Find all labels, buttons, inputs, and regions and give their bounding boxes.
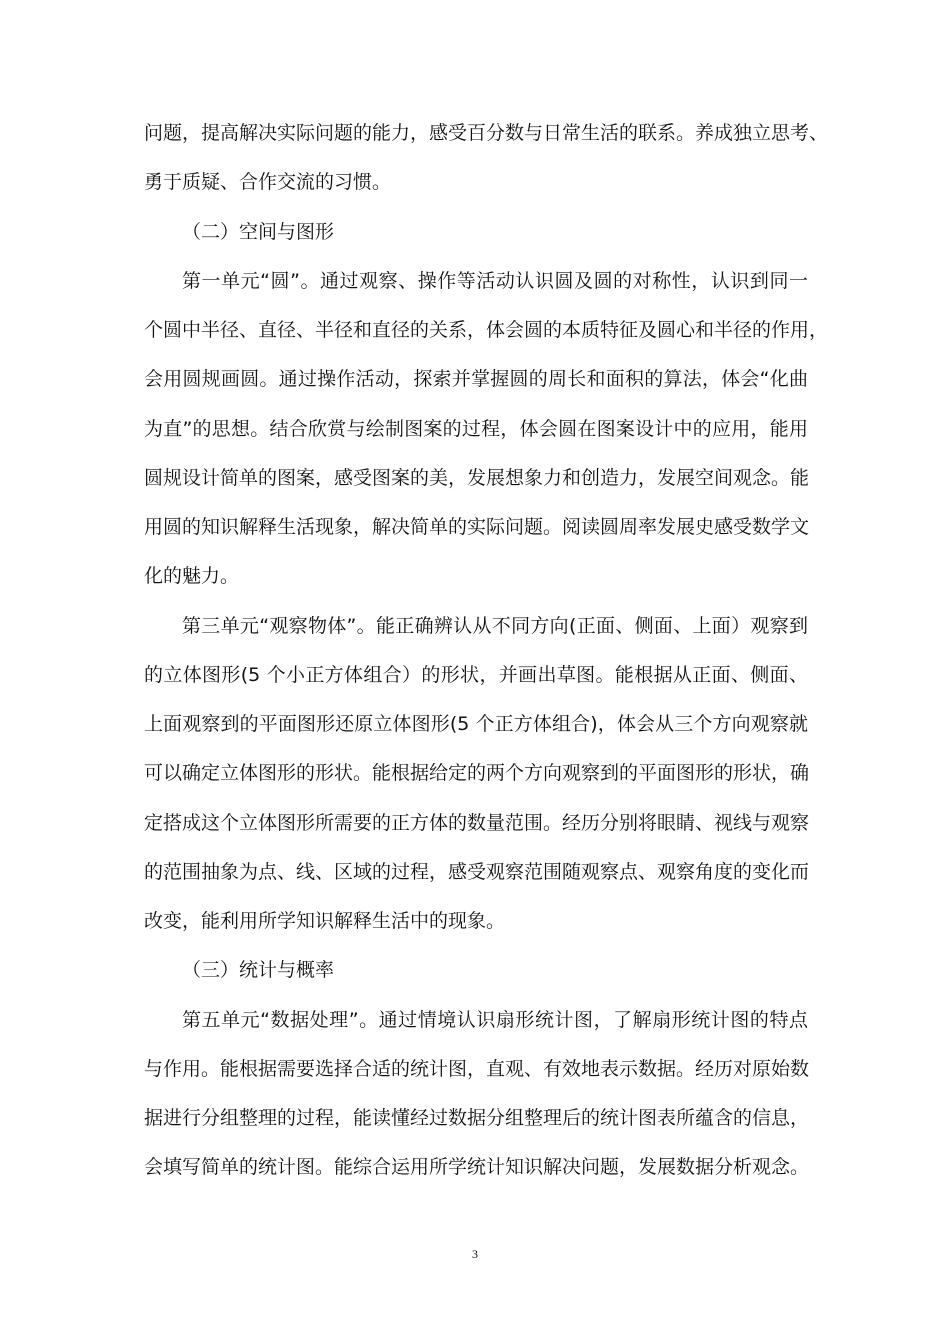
paragraph-line: 圆规设计简单的图案，感受图案的美，发展想象力和创造力，发展空间观念。能 xyxy=(144,467,810,489)
paragraph-line: 勇于质疑、合作交流的习惯。 xyxy=(144,171,392,193)
paragraph-line: 用圆的知识解释生活现象，解决简单的实际问题。阅读圆周率发展史感受数学文 xyxy=(144,516,810,538)
paragraph-line: 会填写简单的统计图。能综合运用所学统计知识解决问题，发展数据分析观念。 xyxy=(144,1156,810,1178)
section-heading: （二）空间与图形 xyxy=(182,221,335,243)
paragraph-line: 个圆中半径、直径、半径和直径的关系，体会圆的本质特征及圆心和半径的作用， xyxy=(144,319,829,341)
paragraph-line: 为直”的思想。结合欣赏与绘制图案的过程，体会圆在图案设计中的应用，能用 xyxy=(144,418,808,440)
paragraph-line: 可以确定立体图形的形状。能根据给定的两个方向观察到的平面图形的形状，确 xyxy=(144,762,810,784)
paragraph-line: 第五单元“数据处理”。通过情境认识扇形统计图，了解扇形统计图的特点 xyxy=(182,1009,808,1031)
paragraph-line: 化的魅力。 xyxy=(144,565,240,587)
page-number: 3 xyxy=(472,1247,478,1261)
paragraph-line: 据进行分组整理的过程，能读懂经过数据分组整理后的统计图表所蕴含的信息， xyxy=(144,1107,810,1129)
paragraph-line: 上面观察到的平面图形还原立体图形(5 个正方体组合)，体会从三个方向观察就 xyxy=(144,713,808,735)
paragraph-line: 的立体图形(5 个小正方体组合）的形状，并画出草图。能根据从正面、侧面、 xyxy=(144,664,808,686)
paragraph-line: 会用圆规画圆。通过操作活动，探索并掌握圆的周长和面积的算法，体会“化曲 xyxy=(144,368,808,390)
paragraph-line: 与作用。能根据需要选择合适的统计图，直观、有效地表示数据。经历对原始数 xyxy=(144,1058,810,1080)
paragraph-line: 的范围抽象为点、线、区域的过程，感受观察范围随观察点、观察角度的变化而 xyxy=(144,861,810,883)
paragraph-line: 改变，能利用所学知识解释生活中的现象。 xyxy=(144,910,506,932)
paragraph-line: 第一单元“圆”。通过观察、操作等活动认识圆及圆的对称性，认识到同一 xyxy=(182,270,808,292)
section-heading: （三）统计与概率 xyxy=(182,959,335,981)
paragraph-line: 定搭成这个立体图形所需要的正方体的数量范围。经历分别将眼睛、视线与观察 xyxy=(144,812,810,834)
paragraph-line: 第三单元“观察物体”。能正确辨认从不同方向(正面、侧面、上面）观察到 xyxy=(182,615,808,637)
paragraph-line: 问题，提高解决实际问题的能力，感受百分数与日常生活的联系。养成独立思考、 xyxy=(144,122,829,144)
